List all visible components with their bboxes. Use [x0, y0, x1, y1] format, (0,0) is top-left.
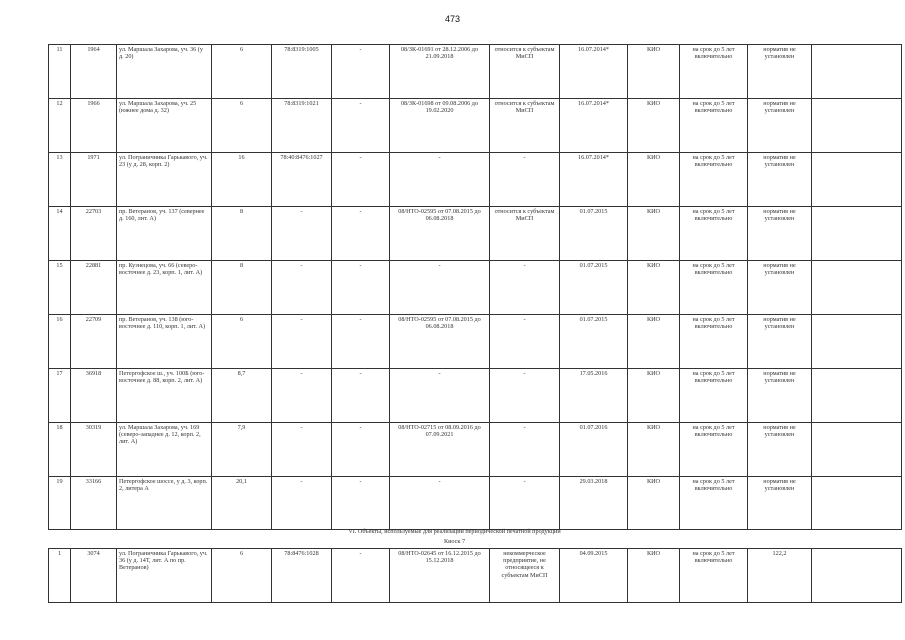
norm-cell: норматив не установлен: [748, 261, 812, 315]
term-cell: на срок до 5 лет включительно: [680, 45, 748, 99]
date-cell: 01.07.2015: [560, 207, 628, 261]
address-cell: пр. Ветеранов, уч. 137 (севернее д. 160, лит. А): [117, 207, 212, 261]
norm-cell: норматив не установлен: [748, 477, 812, 530]
area-cell: 6: [212, 99, 272, 153]
area-cell: 6: [212, 549, 272, 603]
address-cell: ул. Маршала Захарова, уч. 169 (северо-западнее д. 12, корп. 2, лит. А): [117, 423, 212, 477]
column-five-cell: -: [332, 549, 390, 603]
cadastral-cell: 78:40:8476:1027: [272, 153, 332, 207]
row-number: 16: [49, 315, 71, 369]
term-cell: на срок до 5 лет включительно: [680, 315, 748, 369]
registry-number: 22881: [71, 261, 117, 315]
norm-cell: норматив не установлен: [748, 45, 812, 99]
area-cell: 8,7: [212, 369, 272, 423]
term-cell: на срок до 5 лет включительно: [680, 261, 748, 315]
authority-cell: КИО: [628, 207, 680, 261]
date-cell: 04.09.2015: [560, 549, 628, 603]
contract-cell: -: [390, 261, 490, 315]
term-cell: на срок до 5 лет включительно: [680, 477, 748, 530]
authority-cell: КИО: [628, 315, 680, 369]
norm-cell: норматив не установлен: [748, 315, 812, 369]
objects-table: [48, 44, 902, 530]
contract-cell: 08/НТО-02715 от 08.09.2016 до 07.09.2021: [390, 423, 490, 477]
cadastral-cell: 78:8476:1028: [272, 549, 332, 603]
registry-number: 33166: [71, 477, 117, 530]
address-cell: Петергофское ш., уч. 100Б (юго-восточнее д. 88, корп. 2, лит. А): [117, 369, 212, 423]
registry-number: 3074: [71, 549, 117, 603]
cadastral-cell: 78:8319:1021: [272, 99, 332, 153]
authority-cell: КИО: [628, 45, 680, 99]
status-cell: относится к субъектам МиСП: [490, 207, 560, 261]
norm-cell: норматив не установлен: [748, 99, 812, 153]
authority-cell: КИО: [628, 99, 680, 153]
contract-cell: 08/НТО-02595 от 07.08.2015 до 06.08.2018: [390, 207, 490, 261]
address-cell: ул. Пограничника Гарькавого, уч. 23 (у д. 28, корп. 2): [117, 153, 212, 207]
column-five-cell: -: [332, 207, 390, 261]
registry-number: 1964: [71, 45, 117, 99]
row-number: 14: [49, 207, 71, 261]
norm-cell: норматив не установлен: [748, 423, 812, 477]
extra-cell: [812, 153, 902, 207]
contract-cell: 08/НТО-02595 от 07.08.2015 до 06.08.2018: [390, 315, 490, 369]
table-row: [49, 207, 902, 261]
address-cell: пр. Кузнецова, уч. 66 (северо-восточнее д. 23, корп. 1, лит. А): [117, 261, 212, 315]
contract-cell: -: [390, 153, 490, 207]
table-row: [49, 45, 902, 99]
status-cell: относится к субъектам МиСП: [490, 99, 560, 153]
cadastral-cell: 78:8319:1005: [272, 45, 332, 99]
registry-number: 22703: [71, 207, 117, 261]
cadastral-cell: -: [272, 315, 332, 369]
status-cell: -: [490, 423, 560, 477]
registry-number: 1966: [71, 99, 117, 153]
column-five-cell: -: [332, 99, 390, 153]
registry-number: 30319: [71, 423, 117, 477]
row-number: 13: [49, 153, 71, 207]
column-five-cell: -: [332, 423, 390, 477]
extra-cell: [812, 207, 902, 261]
contract-cell: -: [390, 477, 490, 530]
table-row: [49, 549, 902, 603]
row-number: 18: [49, 423, 71, 477]
extra-cell: [812, 261, 902, 315]
extra-cell: [812, 369, 902, 423]
extra-cell: [812, 315, 902, 369]
extra-cell: [812, 99, 902, 153]
class-title: Киоск 7: [443, 538, 466, 545]
row-number: 15: [49, 261, 71, 315]
table-row: [49, 261, 902, 315]
cadastral-cell: -: [272, 369, 332, 423]
status-cell: -: [490, 261, 560, 315]
date-cell: 16.07.2014*: [560, 153, 628, 207]
column-five-cell: -: [332, 153, 390, 207]
row-number: 11: [49, 45, 71, 99]
registry-number: 22709: [71, 315, 117, 369]
date-cell: 29.03.2018: [560, 477, 628, 530]
table-row: [49, 315, 902, 369]
status-cell: -: [490, 477, 560, 530]
contract-cell: 08/ЗК-01698 от 09.08.2006 до 19.02.2020: [390, 99, 490, 153]
status-cell: -: [490, 315, 560, 369]
column-five-cell: -: [332, 477, 390, 530]
norm-cell: норматив не установлен: [748, 153, 812, 207]
date-cell: 01.07.2015: [560, 315, 628, 369]
authority-cell: КИО: [628, 477, 680, 530]
column-five-cell: -: [332, 261, 390, 315]
row-number: 12: [49, 99, 71, 153]
registry-number: 1971: [71, 153, 117, 207]
table-row: [49, 99, 902, 153]
registry-number: 36918: [71, 369, 117, 423]
date-cell: 16.07.2014*: [560, 45, 628, 99]
date-cell: 17.05.2016: [560, 369, 628, 423]
status-cell: относится к субъектам МиСП: [490, 45, 560, 99]
row-number: 17: [49, 369, 71, 423]
date-cell: 01.07.2015: [560, 261, 628, 315]
norm-cell: норматив не установлен: [748, 369, 812, 423]
status-cell: некоммерческое предприятие, не относящееся к субъектам МиСП: [490, 549, 560, 603]
periodicals-table: [48, 548, 902, 603]
area-cell: 6: [212, 315, 272, 369]
area-cell: 8: [212, 207, 272, 261]
area-cell: 16: [212, 153, 272, 207]
contract-cell: 08/ЗК-01691 от 28.12.2006 до 21.09.2018: [390, 45, 490, 99]
table-row: [49, 477, 902, 530]
table-row: [49, 369, 902, 423]
table-row: [49, 423, 902, 477]
page-number: 473: [444, 14, 461, 24]
extra-cell: [812, 549, 902, 603]
term-cell: на срок до 5 лет включительно: [680, 207, 748, 261]
cadastral-cell: -: [272, 207, 332, 261]
column-five-cell: -: [332, 45, 390, 99]
address-cell: Петергофское шоссе, у д. 3, корп. 2, литера А: [117, 477, 212, 530]
extra-cell: [812, 45, 902, 99]
term-cell: на срок до 5 лет включительно: [680, 99, 748, 153]
area-cell: 8: [212, 261, 272, 315]
cadastral-cell: -: [272, 477, 332, 530]
contract-cell: -: [390, 369, 490, 423]
authority-cell: КИО: [628, 549, 680, 603]
cadastral-cell: -: [272, 423, 332, 477]
authority-cell: КИО: [628, 153, 680, 207]
column-five-cell: -: [332, 315, 390, 369]
contract-cell: 08/НТО-02645 от 16.12.2015 до 15.12.2018: [390, 549, 490, 603]
row-number: 19: [49, 477, 71, 530]
norm-cell: 122,2: [748, 549, 812, 603]
term-cell: на срок до 5 лет включительно: [680, 549, 748, 603]
authority-cell: КИО: [628, 369, 680, 423]
address-cell: ул. Пограничника Гарькавого, уч. 36 (у д. 14Т, лит. А по пр. Ветеранов): [117, 549, 212, 603]
row-number: 1: [49, 549, 71, 603]
extra-cell: [812, 477, 902, 530]
status-cell: -: [490, 369, 560, 423]
extra-cell: [812, 423, 902, 477]
term-cell: на срок до 5 лет включительно: [680, 423, 748, 477]
term-cell: на срок до 5 лет включительно: [680, 369, 748, 423]
area-cell: 20,1: [212, 477, 272, 530]
date-cell: 16.07.2014*: [560, 99, 628, 153]
cadastral-cell: -: [272, 261, 332, 315]
table-row: [49, 153, 902, 207]
status-cell: -: [490, 153, 560, 207]
authority-cell: КИО: [628, 423, 680, 477]
area-cell: 7,9: [212, 423, 272, 477]
area-cell: 6: [212, 45, 272, 99]
address-cell: ул. Маршала Захарова, уч. 25 (южнее дома д. 32): [117, 99, 212, 153]
term-cell: на срок до 5 лет включительно: [680, 153, 748, 207]
address-cell: ул. Маршала Захарова, уч. 36 (у д. 20): [117, 45, 212, 99]
authority-cell: КИО: [628, 261, 680, 315]
norm-cell: норматив не установлен: [748, 207, 812, 261]
address-cell: пр. Ветеранов, уч. 138 (юго-восточнее д. 110, корп. 1, лит. А): [117, 315, 212, 369]
column-five-cell: -: [332, 369, 390, 423]
section-title: VI. Объекты, используемые для реализации периодической печатной продукции: [348, 528, 561, 535]
date-cell: 01.07.2016: [560, 423, 628, 477]
